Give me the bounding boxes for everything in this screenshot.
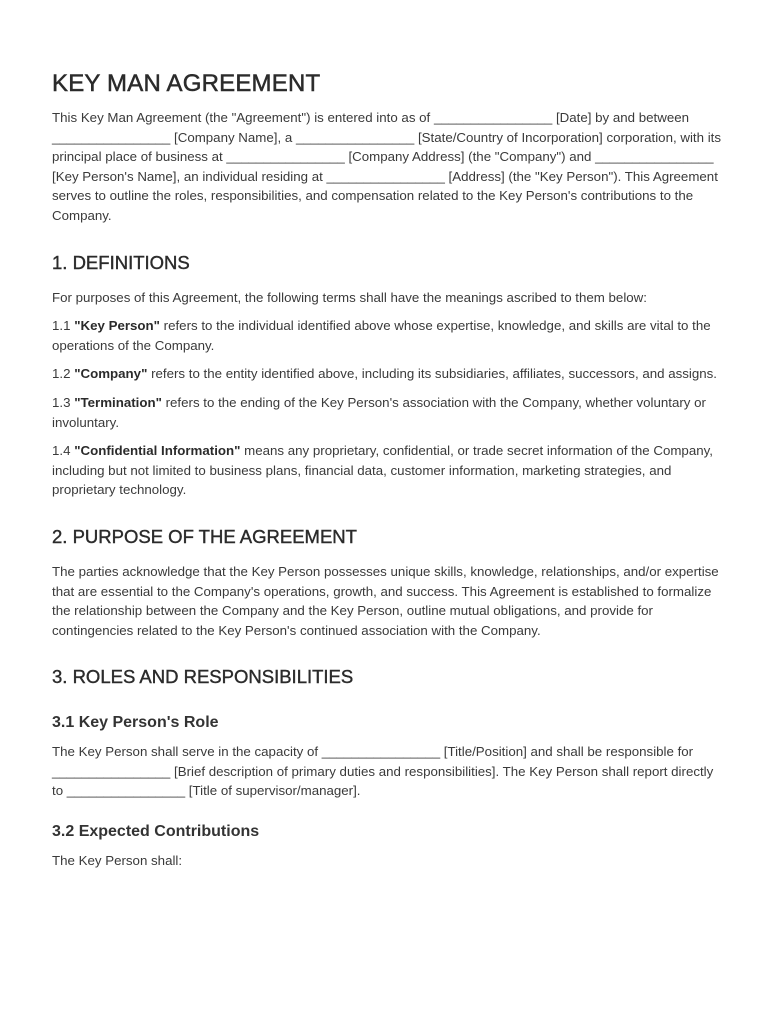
definition-term: "Company" xyxy=(74,366,148,382)
definition-term: "Termination" xyxy=(74,394,162,410)
role-paragraph: The Key Person shall serve in the capacity of ________________ [Title/Position] and shall be responsible for ________________ [Brief description of primary duties and responsibilities]. The Key Person shall report directly to ________________ [Title of supervisor/manager]. xyxy=(52,744,714,799)
purpose-paragraph: The parties acknowledge that the Key Person possesses unique skills, knowledge, relationships, and/or expertise that are essential to the Company's operations, growth, and success. This Agreement is established to formalize the relationship between the Company and the Key Person, outline mutual obligations, and provide for contingencies related to the Key Person's continued association with the Company. xyxy=(52,563,719,638)
definitions-lead: For purposes of this Agreement, the following terms shall have the meanings ascribed to them below: xyxy=(52,289,647,305)
definition-text: refers to the entity identified above, including its subsidiaries, affiliates, successors, and assigns. xyxy=(147,366,717,382)
definition-number: 1.3 xyxy=(52,394,75,410)
contributions-paragraph: The Key Person shall: xyxy=(52,853,183,869)
roles-section xyxy=(52,666,722,870)
definition-item xyxy=(52,441,722,500)
definition-term: "Confidential Information" xyxy=(74,443,241,459)
definitions-heading: 1. DEFINITIONS xyxy=(52,251,190,273)
definition-item xyxy=(52,364,722,384)
definition-number: 1.1 xyxy=(52,318,75,334)
purpose-heading: 2. PURPOSE OF THE AGREEMENT xyxy=(52,525,357,547)
definition-number: 1.2 xyxy=(52,366,75,382)
roles-heading: 3. ROLES AND RESPONSIBILITIES xyxy=(52,666,354,688)
contributions-subsection xyxy=(52,823,722,871)
intro-paragraph: This Key Man Agreement (the "Agreement") is entered into as of ________________ [Date] by and between ________________ [Company Name], a ________________ [State/Country of Incorporation] corporation, with its principal place of business at ________________ [Company Address] (the "Company") and ________________ [Key Person's Name], an individual residing at ________________ [Address] (the "Key Person"). This Agreement serves to outline the roles, responsibilities, and compensation related to the Key Person's contributions to the Company. xyxy=(52,110,721,223)
document-title: KEY MAN AGREEMENT xyxy=(52,70,321,97)
document-page xyxy=(52,70,722,897)
definition-text: refers to the individual identified above whose expertise, knowledge, and skills are vital to the operations of the Company. xyxy=(52,318,711,353)
definition-text: refers to the ending of the Key Person's association with the Company, whether voluntary or involuntary. xyxy=(52,394,706,430)
definition-number: 1.4 xyxy=(52,443,75,459)
definition-item xyxy=(52,316,722,355)
definition-text: means any proprietary, confidential, or trade secret information of the Company, including but not limited to business plans, financial data, customer information, marketing strategies, and proprietary technology. xyxy=(52,443,713,498)
role-subsection xyxy=(52,714,722,801)
definitions-section xyxy=(52,252,722,500)
purpose-section xyxy=(52,526,722,640)
contributions-subheading: 3.2 Expected Contributions xyxy=(52,823,260,841)
definition-item xyxy=(52,393,722,432)
role-subheading: 3.1 Key Person's Role xyxy=(52,714,219,732)
definition-term: "Key Person" xyxy=(74,318,160,334)
